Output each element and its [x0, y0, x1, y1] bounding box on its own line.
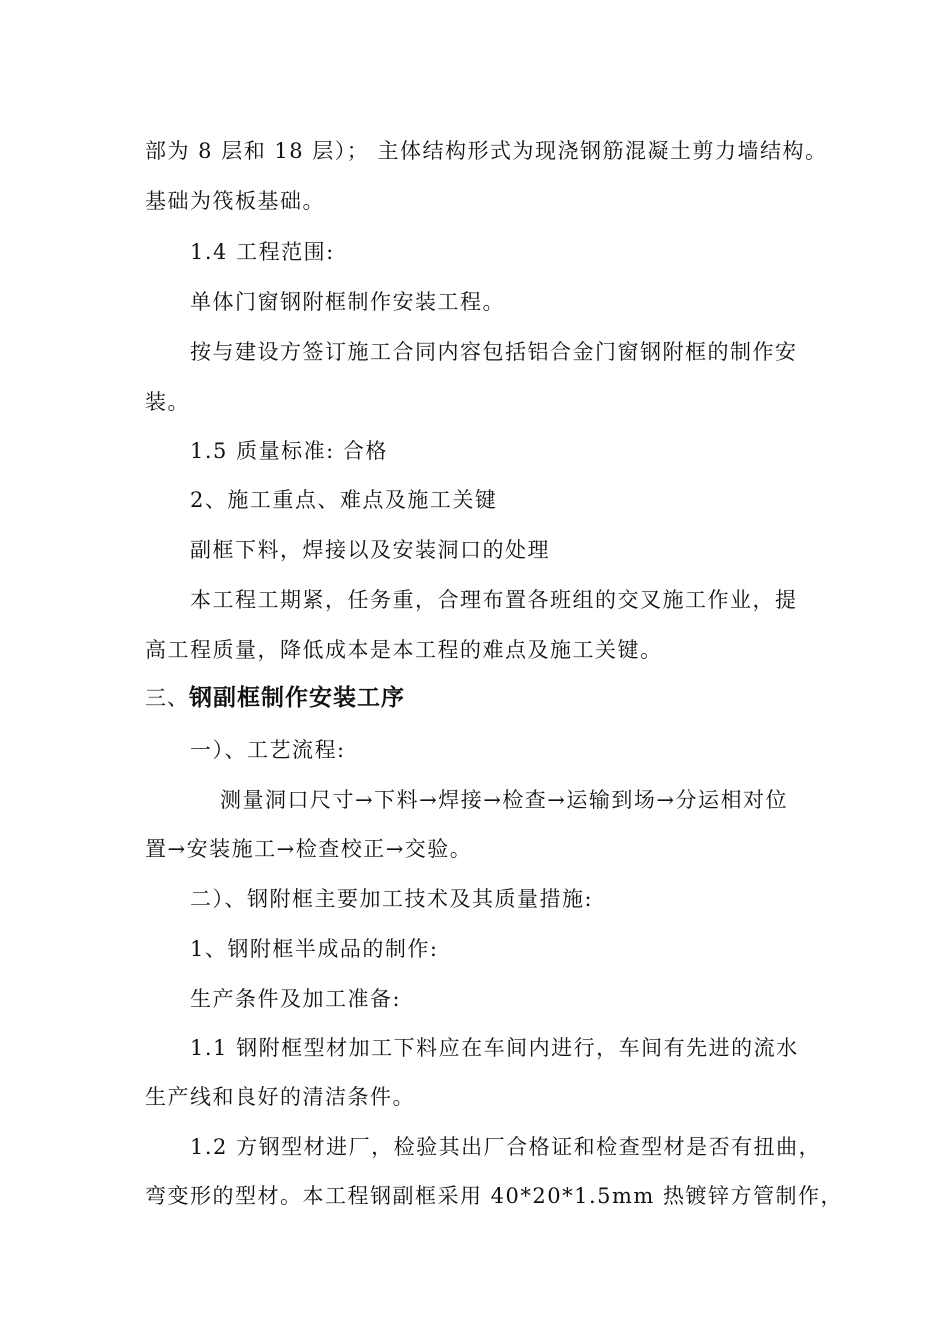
chapter-heading	[145, 684, 405, 712]
paragraph-line: 部为 8 层和 18 层）； 主体结构形式为现浇钢筋混凝土剪力墙结构。	[145, 139, 828, 163]
paragraph-line: 装。	[145, 390, 190, 414]
paragraph-line: 按与建设方签订施工合同内容包括铝合金门窗钢附框的制作安	[190, 340, 798, 364]
paragraph-line: 副框下料，焊接以及安装洞口的处理	[190, 538, 550, 562]
process-flow-line: 测量洞口尺寸→下料→焊接→检查→运输到场→分运相对位	[220, 788, 788, 812]
paragraph-line: 1.2 方钢型材进厂，检验其出厂合格证和检查型材是否有扭曲，	[190, 1135, 822, 1159]
paragraph-line: 1.1 钢附框型材加工下料应在车间内进行，车间有先进的流水	[190, 1036, 799, 1060]
chapter-number: 三、	[145, 686, 189, 710]
section-heading-2: 2、施工重点、难点及施工关键	[190, 488, 498, 512]
subsection-heading: 二）、钢附框主要加工技术及其质量措施:	[190, 887, 594, 911]
subsection-heading: 一）、工艺流程:	[190, 738, 346, 762]
paragraph-line: 本工程工期紧，任务重，合理布置各班组的交叉施工作业，提	[190, 588, 798, 612]
chapter-title: 钢副框制作安装工序	[189, 685, 405, 711]
paragraph-line: 弯变形的型材。本工程钢副框采用 40*20*1.5mm 热镀锌方管制作，	[145, 1184, 844, 1208]
section-heading-1-5: 1.5 质量标准: 合格	[190, 439, 388, 463]
paragraph-line: 生产条件及加工准备:	[190, 987, 402, 1011]
paragraph-line: 单体门窗钢附框制作安装工程。	[190, 290, 505, 314]
paragraph-line: 高工程质量，降低成本是本工程的难点及施工关键。	[145, 638, 663, 662]
paragraph-line: 基础为筏板基础。	[145, 189, 325, 213]
subsection-heading: 1、钢附框半成品的制作:	[190, 937, 439, 961]
paragraph-line: 生产线和良好的清洁条件。	[145, 1085, 415, 1109]
process-flow-line: 置→安装施工→检查校正→交验。	[145, 837, 473, 861]
section-heading-1-4: 1.4 工程范围:	[190, 240, 335, 264]
